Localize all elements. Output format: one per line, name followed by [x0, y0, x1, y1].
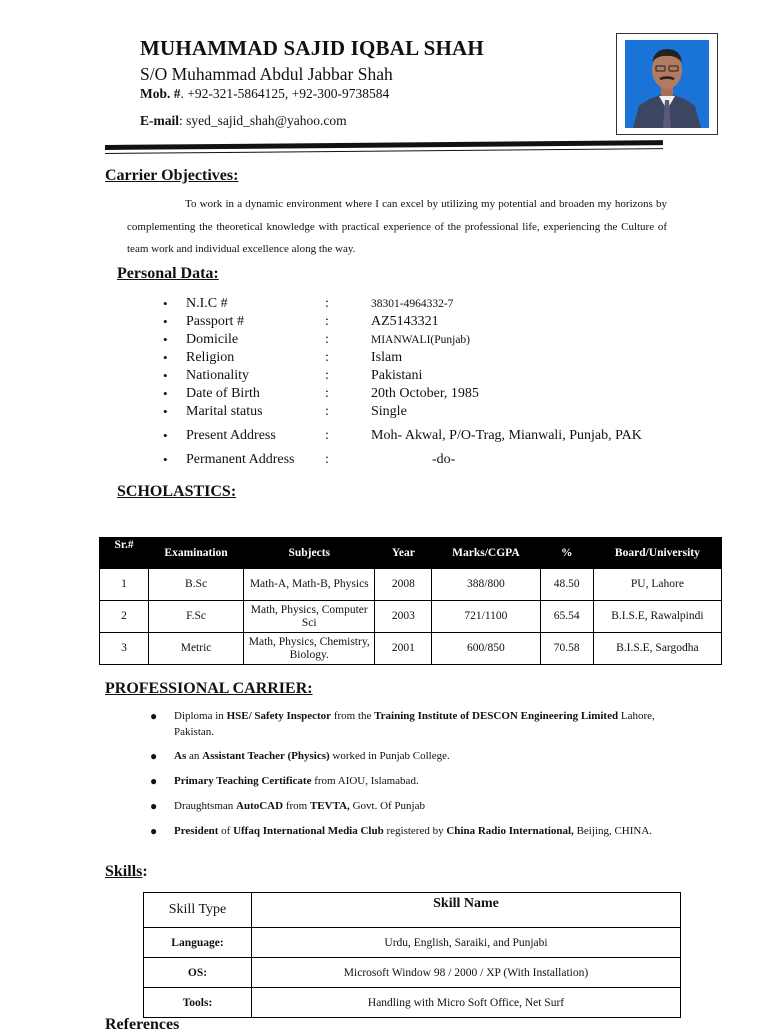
scholastics-header-row — [100, 538, 722, 569]
objectives-heading: Carrier Objectives: — [105, 167, 239, 184]
skill-type-cell: Tools: — [144, 988, 252, 1018]
professional-item-text: HSE/ Safety Inspector — [226, 710, 332, 722]
bullet-icon: • — [163, 350, 168, 365]
professional-item-text: from — [283, 800, 310, 812]
skills-heading-text: Skills — [105, 863, 143, 880]
personal-data-colon: : — [325, 314, 329, 329]
personal-data-colon: : — [325, 296, 329, 311]
email-line — [140, 113, 347, 129]
skill-name-cell: Handling with Micro Soft Office, Net Surf — [252, 988, 681, 1018]
personal-data-value: Moh- Akwal, P/O-Trag, Mianwali, Punjab, PAK — [371, 428, 642, 443]
objectives-paragraph: To work in a dynamic environment where I can excel by utilizing my potential and broaden my horizons by complementing the theoretical knowledge with practical experience of the professional life, experiencing the Culture of team work and individual excellence along the way. — [127, 198, 667, 255]
professional-item-text: registered by — [383, 825, 447, 837]
personal-data-colon: : — [325, 404, 329, 419]
personal-data-colon: : — [325, 332, 329, 347]
professional-item-text: Govt. Of Punjab — [349, 800, 425, 812]
personal-data-label: Permanent Address — [186, 452, 295, 467]
scholastics-header-cell: Year — [375, 538, 432, 569]
skills-table — [143, 892, 681, 1018]
bullet-icon: • — [163, 404, 168, 419]
objectives-text — [127, 193, 667, 261]
scholastics-cell: 388/800 — [432, 569, 540, 601]
scholastics-cell: 2003 — [375, 601, 432, 633]
skill-type-cell: Language: — [144, 928, 252, 958]
personal-data-value: -do- — [432, 452, 456, 467]
skills-header-name: Skill Name — [252, 893, 681, 928]
personal-data-colon: : — [325, 428, 329, 443]
scholastics-cell: 2008 — [375, 569, 432, 601]
scholastics-cell: 600/850 — [432, 633, 540, 665]
bullet-icon: ● — [150, 799, 158, 813]
professional-item-text: President — [174, 825, 219, 837]
skills-header-type: Skill Type — [144, 893, 252, 928]
professional-item-text: of — [218, 825, 234, 837]
skills-row — [144, 958, 681, 988]
scholastics-heading: SCHOLASTICS: — [117, 483, 237, 500]
professional-item-text: As — [174, 750, 187, 762]
professional-item-text: Assistant Teacher (Physics) — [202, 750, 330, 762]
professional-item-text: Training Institute of DESCON Engineering Limited — [374, 710, 619, 722]
scholastics-cell: 70.58 — [540, 633, 593, 665]
scholastics-row — [100, 601, 722, 633]
scholastics-cell: Math, Physics, Chemistry, Biology. — [244, 633, 375, 665]
professional-item-text: Diploma in — [174, 710, 227, 722]
scholastics-header-cell: % — [540, 538, 593, 569]
skill-name-cell: Microsoft Window 98 / 2000 / XP (With Installation) — [252, 958, 681, 988]
personal-data-label: Religion — [186, 350, 235, 365]
bullet-icon: • — [163, 428, 168, 443]
personal-data-value: 38301-4964332-7 — [371, 298, 454, 310]
scholastics-cell: 2001 — [375, 633, 432, 665]
personal-data-heading: Personal Data: — [117, 265, 219, 282]
mobile-label: Mob. # — [140, 86, 181, 101]
scholastics-cell: F.Sc — [149, 601, 244, 633]
professional-item-text: from the — [331, 710, 375, 722]
scholastics-cell: 65.54 — [540, 601, 593, 633]
mobile-value: . +92-321-5864125, +92-300-9738584 — [180, 86, 390, 101]
scholastics-cell: B.Sc — [149, 569, 244, 601]
bullet-icon: • — [163, 386, 168, 401]
scholastics-cell: 721/1100 — [432, 601, 540, 633]
professional-item-text: China Radio International, — [446, 825, 574, 837]
professional-item-text: worked in Punjab College. — [329, 750, 450, 762]
profile-photo-frame — [616, 33, 718, 135]
profile-photo — [625, 40, 709, 128]
professional-item-text: AutoCAD — [236, 800, 284, 812]
scholastics-cell: Metric — [149, 633, 244, 665]
personal-data-label: Passport # — [186, 314, 244, 329]
bullet-icon: • — [163, 332, 168, 347]
professional-item-text: from AIOU, Islamabad. — [311, 775, 419, 787]
scholastics-cell: Math, Physics, Computer Sci — [244, 601, 375, 633]
scholastics-header-cell: Marks/CGPA — [432, 538, 540, 569]
personal-data-colon: : — [325, 452, 329, 467]
scholastics-cell: 2 — [100, 601, 149, 633]
scholastics-cell: 48.50 — [540, 569, 593, 601]
scholastics-row — [100, 569, 722, 601]
personal-data-colon: : — [325, 368, 329, 383]
scholastics-header-cell: Subjects — [244, 538, 375, 569]
personal-data-colon: : — [325, 350, 329, 365]
skills-heading-colon: : — [142, 863, 148, 880]
bullet-icon: ● — [150, 709, 158, 723]
father-name: S/O Muhammad Abdul Jabbar Shah — [140, 64, 393, 84]
professional-item-text: Uffaq International Media Club — [233, 825, 384, 837]
personal-data-label: Present Address — [186, 428, 276, 443]
bullet-icon: ● — [150, 774, 158, 788]
scholastics-cell: B.I.S.E, Rawalpindi — [593, 601, 721, 633]
skills-row — [144, 988, 681, 1018]
personal-data-label: Marital status — [186, 404, 263, 419]
scholastics-header-cell: Sr.# — [100, 538, 149, 569]
personal-data-value: Islam — [371, 350, 403, 365]
personal-data-value: Pakistani — [371, 368, 423, 383]
scholastics-cell: Math-A, Math-B, Physics — [244, 569, 375, 601]
personal-data-colon: : — [325, 386, 329, 401]
personal-data-label: Date of Birth — [186, 386, 260, 401]
bullet-icon: • — [163, 314, 168, 329]
personal-data-value: 20th October, 1985 — [371, 386, 479, 401]
skill-name-cell: Urdu, English, Saraiki, and Punjabi — [252, 928, 681, 958]
email-label: E-mail — [140, 113, 179, 128]
scholastics-row — [100, 633, 722, 665]
scholastics-cell: 3 — [100, 633, 149, 665]
personal-data-label: Nationality — [186, 368, 249, 383]
scholastics-cell: PU, Lahore — [593, 569, 721, 601]
skills-heading — [105, 863, 148, 881]
personal-data-value: Single — [371, 404, 407, 419]
professional-item-text: an — [186, 750, 203, 762]
professional-item-text: Draughtsman — [174, 800, 237, 812]
mobile-line — [140, 86, 389, 102]
personal-data-label: N.I.C # — [186, 296, 228, 311]
bullet-icon: • — [163, 452, 168, 467]
professional-item-text: Beijing, CHINA. — [573, 825, 653, 837]
email-value: : syed_sajid_shah@yahoo.com — [179, 113, 347, 128]
professional-item-text: Primary Teaching Certificate — [174, 775, 312, 787]
skills-row — [144, 928, 681, 958]
professional-item-text: TEVTA, — [309, 800, 350, 812]
personal-data-value: AZ5143321 — [371, 314, 439, 329]
bullet-icon: • — [163, 296, 168, 311]
bullet-icon: ● — [150, 824, 158, 838]
professional-heading: PROFESSIONAL CARRIER: — [105, 680, 313, 697]
scholastics-cell: B.I.S.E, Sargodha — [593, 633, 721, 665]
references-heading: References — [105, 1016, 180, 1033]
scholastics-header-cell: Board/University — [593, 538, 721, 569]
skill-type-cell: OS: — [144, 958, 252, 988]
personal-data-label: Domicile — [186, 332, 239, 347]
scholastics-table — [99, 537, 722, 665]
bullet-icon: • — [163, 368, 168, 383]
professional-item-text: Lahore, Pakistan. — [174, 710, 655, 738]
scholastics-header-cell: Examination — [149, 538, 244, 569]
personal-data-value: MIANWALI(Punjab) — [371, 334, 471, 346]
applicant-name: MUHAMMAD SAJID IQBAL SHAH — [140, 36, 484, 60]
bullet-icon: ● — [150, 749, 158, 763]
scholastics-cell: 1 — [100, 569, 149, 601]
